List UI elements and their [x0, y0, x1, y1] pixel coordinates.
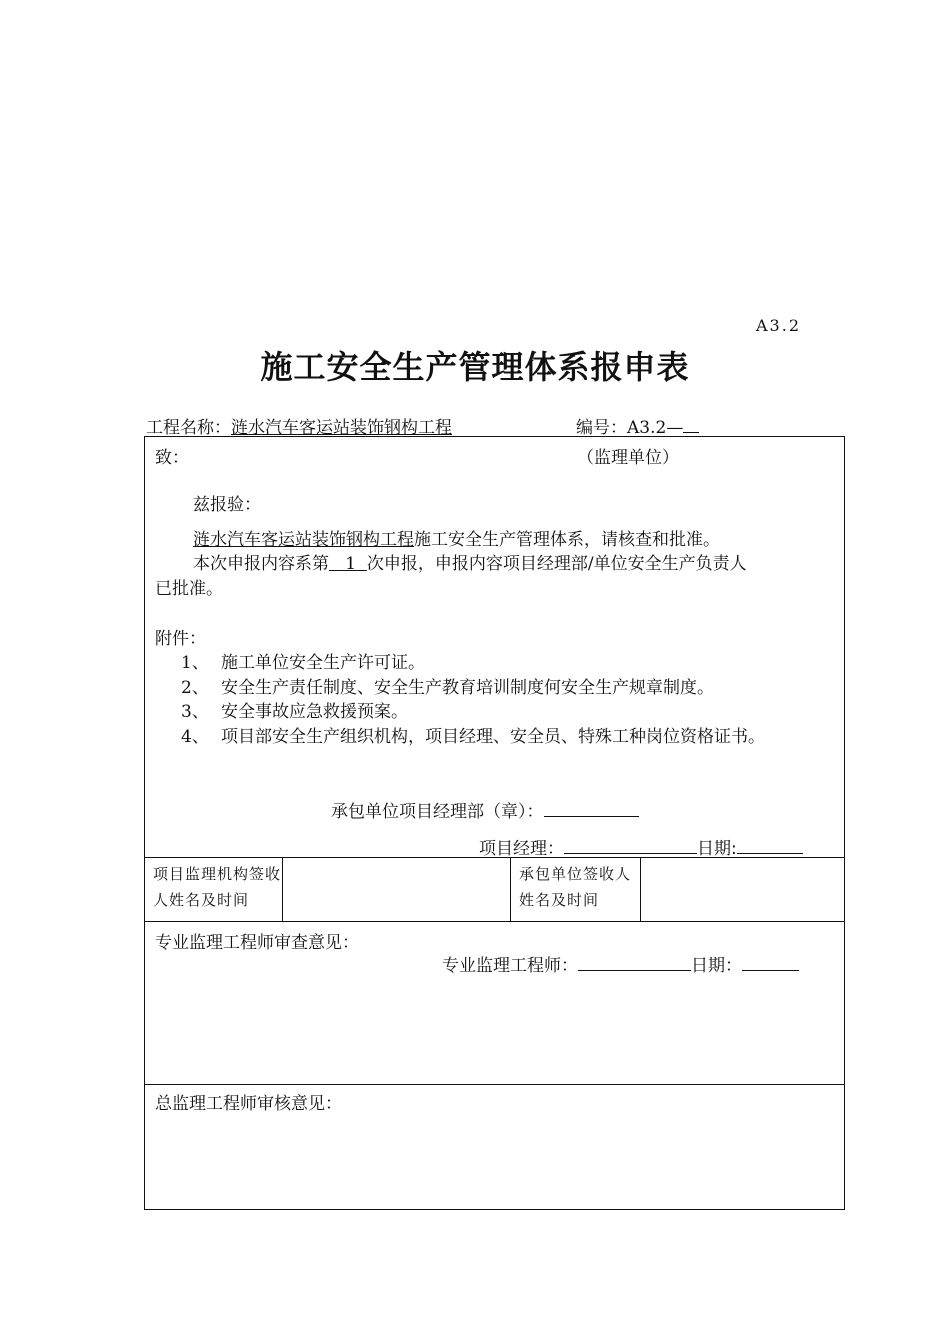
- specialist-engineer-blank: [578, 954, 691, 971]
- specialist-review-section: [145, 922, 845, 1085]
- contractor-seal-blank: [544, 800, 639, 817]
- attachment-item: 3、 安全事故应急救援预案。: [181, 702, 408, 722]
- request-project-name: 涟水汽车客运站装饰钢构工程: [193, 530, 414, 550]
- manager-blank: [564, 837, 697, 854]
- project-label: 工程名称：: [146, 418, 231, 438]
- contractor-seal-line: [331, 797, 639, 822]
- specialist-engineer-label: 专业监理工程师：: [442, 956, 578, 976]
- number-blank: [683, 417, 699, 433]
- submit-suffix: 次申报，申报内容项目经理部/单位安全生产负责人: [366, 554, 747, 574]
- supervision-unit: （监理单位）: [577, 448, 679, 468]
- supervision-receiver-label: 项目监理机构签收人姓名及时间: [145, 858, 283, 922]
- specialist-sign-line: [442, 951, 799, 976]
- submit-count: 1: [345, 554, 357, 574]
- number-value: A3.2—: [627, 418, 684, 438]
- request-line: [193, 525, 720, 550]
- submission-section: [145, 437, 845, 858]
- manager-line: [479, 834, 803, 859]
- form-number: [576, 413, 699, 438]
- submit-line-2: 已批准。: [155, 579, 223, 599]
- contractor-seal-label: 承包单位项目经理部（章）：: [331, 802, 544, 822]
- attachment-item: 2、 安全生产责任制度、安全生产教育培训制度何安全生产规章制度。: [181, 678, 714, 698]
- number-label: 编号：: [576, 418, 627, 438]
- request-text: 施工安全生产管理体系，请核查和批准。: [414, 530, 720, 550]
- project-name: 涟水汽车客运站装饰钢构工程: [231, 418, 452, 438]
- supervision-receiver-value: [283, 858, 511, 922]
- to-label: 致：: [155, 448, 189, 468]
- attachment-item: 4、 项目部安全生产组织机构，项目经理、安全员、特殊工种岗位资格证书。: [181, 727, 765, 747]
- attachments-label: 附件：: [155, 629, 206, 649]
- attachment-item: 1、 施工单位安全生产许可证。: [181, 653, 425, 673]
- manager-label: 项目经理：: [479, 839, 564, 859]
- chief-opinion-label: 总监理工程师审核意见：: [155, 1094, 342, 1114]
- contractor-receiver-value: [641, 858, 845, 922]
- application-form-table: [144, 436, 845, 1210]
- specialist-opinion-label: 专业监理工程师审查意见：: [155, 933, 359, 953]
- form-title: 施工安全生产管理体系报申表: [260, 348, 690, 386]
- submit-prefix: 本次申报内容系第: [193, 554, 329, 574]
- submit-line: [193, 549, 747, 574]
- chief-review-section: [145, 1085, 845, 1210]
- contractor-receiver-label: 承包单位签收人姓名及时间: [511, 858, 641, 922]
- form-code: A3.2: [756, 316, 801, 335]
- manager-date-label: 日期:: [697, 839, 737, 859]
- specialist-date-blank: [742, 954, 799, 971]
- form-header-line: [146, 413, 846, 438]
- greeting: 兹报验：: [193, 495, 261, 515]
- manager-date-blank: [737, 837, 803, 854]
- specialist-date-label: 日期：: [691, 956, 742, 976]
